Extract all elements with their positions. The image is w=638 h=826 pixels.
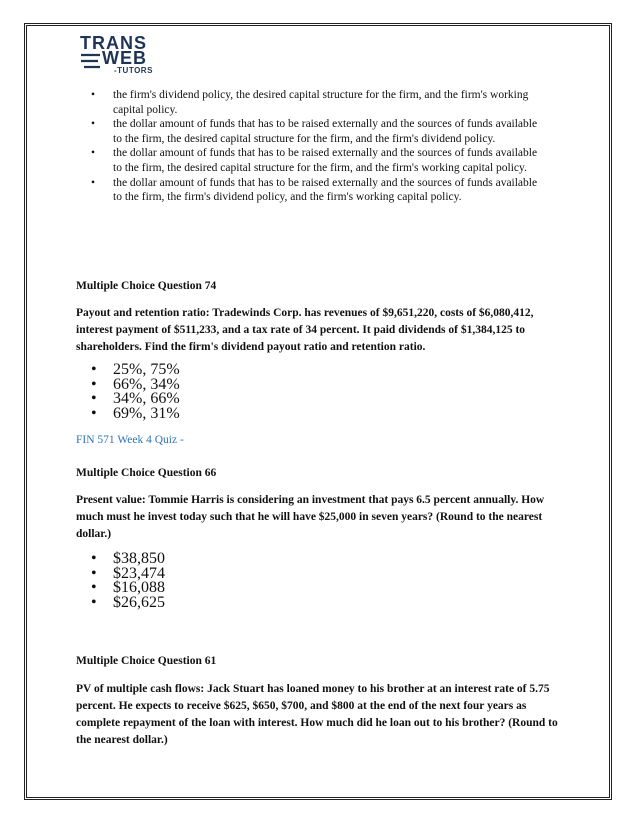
quiz-link[interactable]: FIN 571 Week 4 Quiz - — [76, 434, 184, 446]
question-66-options — [76, 552, 566, 610]
list-item: • $26,625 — [76, 596, 566, 611]
list-item: • the dollar amount of funds that has to be raised externally and the sources of funds available to the firm, the desired capital structure for the firm, and the firm's working capital policy. — [76, 146, 546, 175]
list-item: • 25%, 75% — [76, 363, 566, 378]
transweb-tutors-logo — [80, 34, 164, 76]
list-item: • $38,850 — [76, 552, 566, 567]
logo-swoosh-icon — [80, 52, 102, 70]
question-74-options — [76, 363, 566, 421]
top-options-list — [76, 88, 546, 205]
list-item: • $16,088 — [76, 581, 566, 596]
list-item: • the dollar amount of funds that has to be raised externally and the sources of funds available to the firm, the firm's dividend policy, and the firm's working capital policy. — [76, 176, 546, 205]
question-74-text: Payout and retention ratio: Tradewinds Corp. has revenues of $9,651,220, costs of $6,080,412, interest payment of $511,233, and a tax rate of 34 percent. It paid dividends of $1,384,125 to shareholders. Find the firm's dividend payout ratio and retention ratio. — [76, 307, 534, 353]
logo-line-2: WEB — [102, 48, 147, 68]
logo-line-1: TRANS — [80, 33, 147, 53]
question-66-text: Present value: Tommie Harris is considering an investment that pays 6.5 percent annually. How much must he invest today such that he will have $25,000 in seven years? (Round to the nearest dollar.) — [76, 494, 545, 540]
question-61-title: Multiple Choice Question 61 — [76, 655, 217, 667]
list-item: • 34%, 66% — [76, 392, 566, 407]
question-66-title: Multiple Choice Question 66 — [76, 467, 217, 479]
question-74-title: Multiple Choice Question 74 — [76, 280, 217, 292]
list-item: • the dollar amount of funds that has to be raised externally and the sources of funds available to the firm, the desired capital structure for the firm, and the firm's dividend policy. — [76, 117, 546, 146]
list-item: • 69%, 31% — [76, 407, 566, 422]
logo-line-3: -TUTORS — [114, 66, 153, 75]
list-item: • the firm's dividend policy, the desired capital structure for the firm, and the firm's working capital policy. — [76, 88, 546, 117]
list-item: • 66%, 34% — [76, 378, 566, 393]
list-item: • $23,474 — [76, 567, 566, 582]
question-61-text: PV of multiple cash flows: Jack Stuart has loaned money to his brother at an interest rate of 5.75 percent. He expects to receive $625, $650, $700, and $800 at the end of the next four years as complete repayment of the loan with interest. How much did he loan out to his brother? (Round to the nearest dollar.) — [76, 683, 558, 746]
